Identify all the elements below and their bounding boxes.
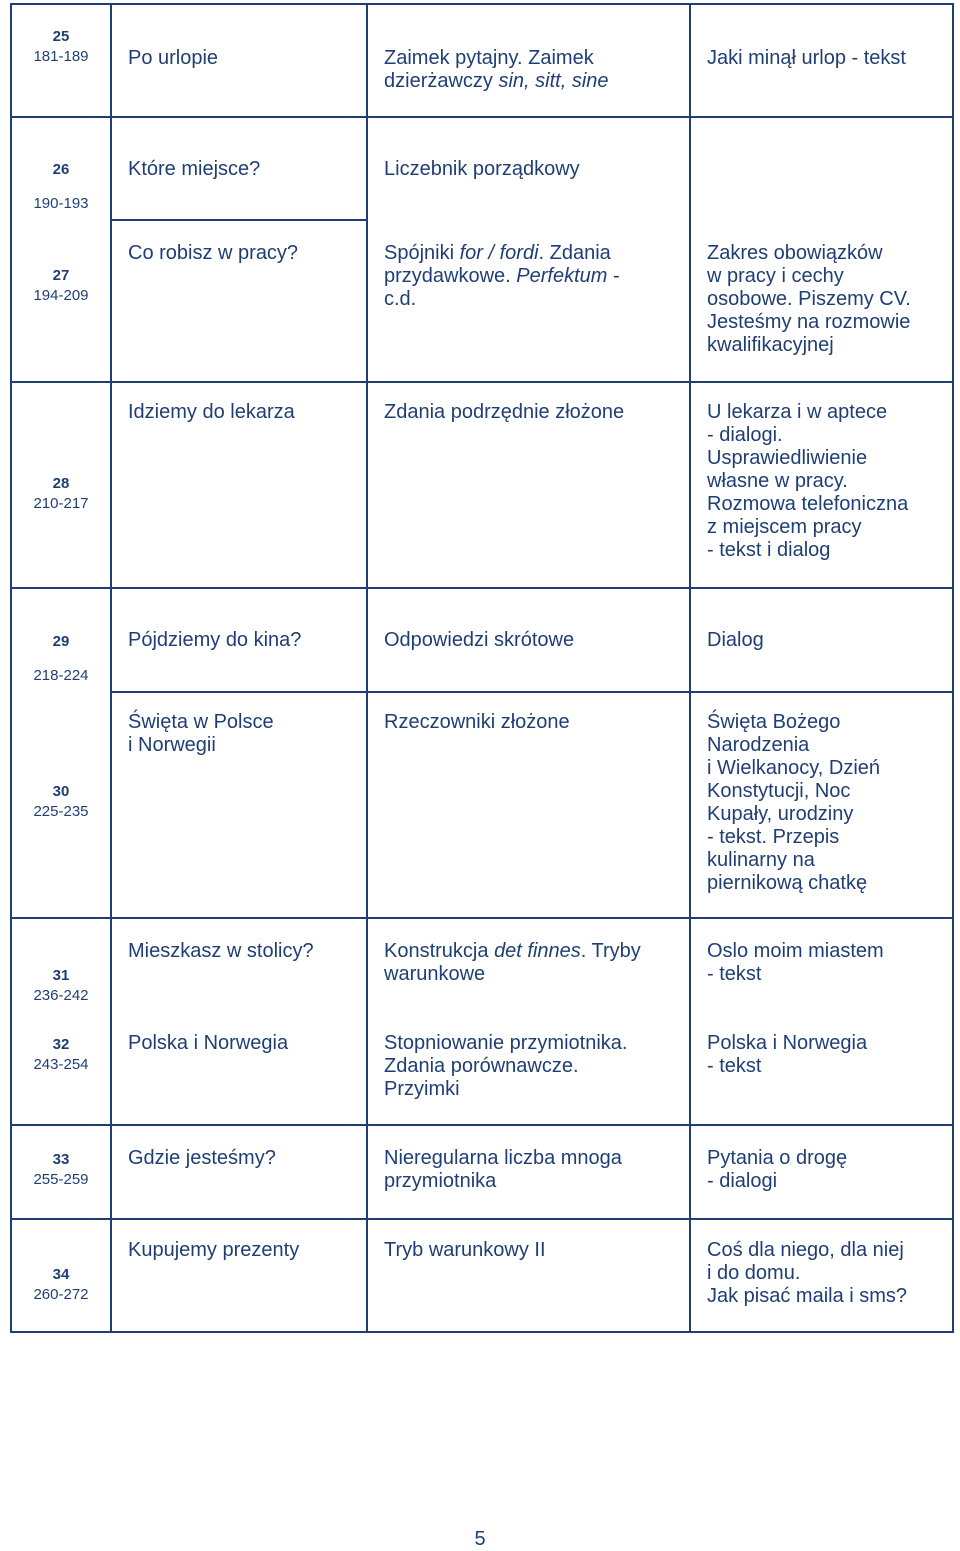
lesson-pages: 225-235 [33,803,89,820]
lesson-topic: Kupujemy prezenty [128,1239,300,1261]
lesson-number: 27 [52,267,70,284]
page-number: 5 [474,1528,486,1550]
lesson-number-cell [10,474,112,514]
lesson-number: 26 [52,161,70,178]
lesson-pages: 260-272 [33,1286,89,1303]
lesson-skills: Pytania o drogę - dialogi [707,1147,848,1192]
lesson-topic: Święta w Polsce i Norwegii [128,711,274,756]
lesson-skills: U lekarza i w aptece - dialogi. Usprawiedliwienie własne w pracy. Rozmowa telefoniczna z miejscem pracy - tekst i dialog [707,401,909,561]
grammar-term: for / fordi [459,242,539,264]
lesson-pages: 190-193 [33,195,89,212]
lesson-grammar: Spójniki for / fordi. Zdania przydawkowe. Perfektum - c.d. [384,242,620,310]
lesson-number-cell [10,632,112,686]
lesson-pages: 218-224 [33,667,89,684]
lesson-topic: Polska i Norwegia [128,1032,289,1054]
lesson-skills: Święta Bożego Narodzenia i Wielkanocy, Dzień Konstytucji, Noc Kupały, urodziny - tekst. Przepis kulinarny na piernikową chatkę [707,711,881,894]
lessons-table [10,3,954,1333]
lesson-number-cell [10,266,112,306]
lesson-number: 34 [52,1266,70,1283]
lesson-number: 31 [52,967,70,984]
lesson-grammar: Rzeczowniki złożone [384,711,570,733]
lesson-number: 28 [52,475,70,492]
lesson-number-cell [10,1035,112,1075]
lesson-topic: Co robisz w pracy? [128,242,299,264]
lesson-grammar: Zaimek pytajny. Zaimek dzierżawczy sin, sitt, sine [384,47,609,92]
lesson-number-cell [10,160,112,214]
lesson-pages: 181-189 [33,48,89,65]
lesson-skills: Polska i Norwegia - tekst [707,1032,868,1077]
lesson-grammar: Nieregularna liczba mnoga przymiotnika [384,1147,622,1192]
lesson-grammar: Stopniowanie przymiotnika. Zdania porównawcze. Przyimki [384,1032,628,1100]
lesson-topic: Idziemy do lekarza [128,401,295,423]
lesson-pages: 236-242 [33,987,89,1004]
lesson-pages: 194-209 [33,287,89,304]
lesson-skills: Jaki minął urlop - tekst [707,47,906,69]
lesson-topic: Które miejsce? [128,158,261,180]
grammar-term: Perfektum [516,265,608,287]
lesson-topic: Pójdziemy do kina? [128,629,302,651]
lesson-grammar: Konstrukcja det finnes. Tryby warunkowe [384,940,641,985]
lesson-number-cell [10,1265,112,1305]
lesson-grammar: Zdania podrzędnie złożone [384,401,625,423]
lesson-grammar: Tryb warunkowy II [384,1239,546,1261]
lesson-number: 25 [52,28,70,45]
lesson-topic: Mieszkasz w stolicy? [128,940,314,962]
lesson-number: 29 [52,633,70,650]
lesson-grammar: Liczebnik porządkowy [384,158,580,180]
lesson-number-cell [10,1150,112,1190]
lesson-number: 32 [52,1036,70,1053]
lesson-pages: 210-217 [33,495,89,512]
lesson-skills: Coś dla niego, dla niej i do domu. Jak pisać maila i sms? [707,1239,908,1307]
grammar-term: det finnes [494,940,581,962]
lesson-skills: Dialog [707,629,764,651]
lesson-pages: 255-259 [33,1171,89,1188]
lesson-topic: Po urlopie [128,47,219,69]
lesson-number: 30 [52,783,70,800]
lesson-number: 33 [52,1151,70,1168]
lesson-number-cell [10,782,112,822]
lesson-pages: 243-254 [33,1056,89,1073]
grammar-term: sin, sitt, sine [498,70,609,92]
lesson-number-cell [10,966,112,1006]
lesson-skills: Oslo moim miastem - tekst [707,940,884,985]
lesson-grammar: Odpowiedzi skrótowe [384,629,575,651]
lesson-skills: Zakres obowiązków w pracy i cechy osobowe. Piszemy CV. Jesteśmy na rozmowie kwalifikacyjnej [707,242,911,356]
lesson-topic: Gdzie jesteśmy? [128,1147,276,1169]
lesson-number-cell [10,27,112,67]
